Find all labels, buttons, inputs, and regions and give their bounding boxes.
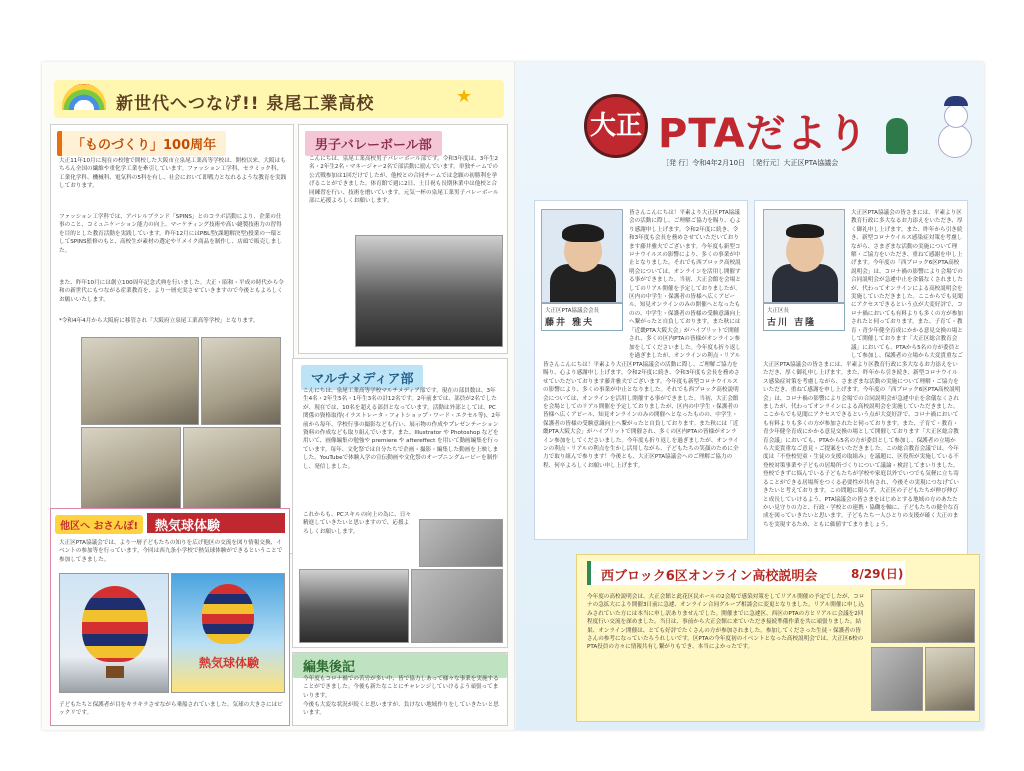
computer-screen-photo — [419, 519, 503, 567]
sewing-photo — [201, 337, 281, 425]
mayor-text-column: 大正区PTA協議会の皆さまには、平素より区教育行政に多大なるお力添えをいただき、厚く御礼申し上げます。また、昨年から引き続き、新型コロナウイルス感染症対策を考慮しながら、さまざまな活動の実施について理解・ご協力をいただき、重ねて感謝を申し上げます。今年度の「西ブロック6区PTA高校説明会」は、コロナ禍の影響により会場での合同説明会が急遽中止を余儀なくされましたが、代わってオンラインによる高校説明会を実施していただきました。ここからでも見聞にアクセスできるという点が大変好評で、コロナ禍においても有料よりも多くの方が参加されたと伺っております。また、子育て・教育・青少年健全育成にかかる意見交換の場として開催しております「大正区総合教育会議」においても、PTAから5名の方が委員として参加し、保護者の立場から大変貴重なご — [851, 210, 963, 359]
monozukuri-para1: 大正11年10月に現在の校地で開校した大阪市立泉尾工業高等学校は、開校以来、大阪はもちろん全国の繊維や重化学工業を牽引しています。ファッション工学科、セラミック科、工業化学科、機械科、電気科の5科を有し、社会において即戦力となれるような教育を実践しております。 — [59, 158, 287, 190]
multimedia-section — [292, 358, 508, 648]
chairman-role: 大正区PTA協議会会長 — [545, 308, 600, 314]
star-icon: ★ — [456, 86, 473, 107]
mayor-greeting — [754, 200, 968, 590]
volleyball-text: こんにちは、泉尾工業高校男子バレーボール部です。令和3年度は、3年生2名・2年生2名・マネージャー2名で部活動に励んでいます。単独チームでの公式戦参加は1回だけでしたが、他校との合同チームでは念願の初勝利を挙げることができました。体育館で週に2日、土日祝も長期休業中は他校と合同練習を行い、技術を磨いています。元気一杯の泉尾工業男子バレーボール部に応援よろしくお願いします。 — [309, 156, 499, 205]
filming-photo — [411, 569, 503, 643]
online-briefing-title: 西ブロック6区オンライン高校説明会 — [601, 569, 818, 584]
online-briefing-section — [576, 554, 980, 722]
chairman-text-column: 皆さんこんにちは！平素より大正区PTA協議会の活動に際し、ご理解ご協力を賜り、心より感謝申し上げます。令和2年度に続き、令和3年度も会長を務めさせていただいております藤井雅夫でございます。今年度も新型コロナウイルスの影響により、多くの事業が中止となりました。それでも西ブロック高校説明会については、オンラインを活用し開催する事ができました。当初、大正会館を会場としてのリアル開催を予定しておりましたが、区内の中学生・保護者の皆様へ広くアピール、知見オンラインのみの開催へとなったものの、中学生・保護者の皆様の受験意識向上へ繋がったと自負しております。また秋には「近畿PTA大阪大会」がハイブリットで開催され、多くの区内PTAの皆様がオンライン参加をしてくださいました。今年度も折り返しを過ぎましたが、オンラインの利点・リアル — [629, 210, 741, 359]
staff-photo — [925, 647, 975, 711]
mayor-photo — [763, 209, 845, 303]
mayor-text: 大正区PTA協議会の皆さまには、平素より区教育行政に多大なるお力添えをいただき、厚く御礼申し上げます。また、昨年から引き続き、新型コロナウイルス感染症対策を考慮しながら、さまざまな活動の実施について理解・ご協力をいただき、重ねて感謝を申し上げます。今年度の「西ブロック6区PTA高校説明会」は、コロナ禍の影響により会場での合同説明会が急遽中止を余儀なくされましたが、代わってオンラインによる高校説明会を実施していただきました。ここからでも見聞にアクセスできるという点が大変好評で、コロナ禍においても有料よりも多くの方が参加されたと伺っております。また、子育て・教育・青少年健全育成にかかる意見交換の場として開催しております「大正区総合教育会議」においても、PTAから5名の方が委員として参加し、保護者の立場から大変貴重なご意見・ご提案をいただきました。この総合教育会議では、今年度は「不登校児童・生徒の支援の取組み」を議題に、区役所が実施している不登校対策事業や子どもの居場所づくりについて議論・検討してまいりました。登校できずに悩んでいる子どもたちが学校や家庭以外でいつでも気軽に立ち寄ることができる居場所をつくる必要性が共有され、今後その実現につなげていきたいと考えております。この問題に限らず、大正区の子どもたちが伸び伸びと成長していけるよう、PTA協議会の皆さまをはじめとする地域の方のあたたかい見守りの力と、行政・学校との連携・協働を軸に、子どもたちの健全な育成を図っていきたいと思います。子どもたち一人ひとりの支援が確く大正のまちを実現するため、ともに価値すてまりましょう。 — [763, 362, 961, 528]
multimedia-label: マルチメディア部 — [301, 365, 423, 390]
laptop-photo — [871, 647, 923, 711]
chairman-greeting — [534, 200, 748, 540]
netsukikyu-label: 熱気球体験 — [147, 513, 285, 533]
online-briefing-date: 8/29(日) — [851, 567, 904, 581]
monozukuri-para2: ファッション工学科では、アパレルブランド「SPINS」とのコラボ活動により、企業の仕事のこと、コミュニケーション能力の向上、マーケティング技術や高い縫製技術力の習得を目的とした教育活動を実践しています。昨年12月にはPBL型(課題解決型)授業の一環としてSPINS監修のもと、高校生が素材の選定やリメイク商品を制作し、店頭で販売しました。 — [59, 214, 282, 254]
chairman-text: 皆さんこんにちは！平素より大正区PTA協議会の活動に際し、ご理解ご協力を賜り、心より感謝申し上げます。令和2年度に続き、令和3年度も会長を務めさせていただいております藤井雅夫でございます。今年度も新型コロナウイルスの影響により、多くの事業が中止となりました。それでも西ブロック高校説明会については、オンラインを活用し開催する事ができました。当初、大正会館を会場としてのリアル開催を予定しておりましたが、区内の中学生・保護者の皆様へ広くアピール、知見オンラインのみの開催へとなったものの、中学生・保護者の皆様の受験意識向上へ繋がったと自負しております。また秋には「近畿PTA大阪大会」がハイブリットで開催され、多くの区内PTAの皆様がオンライン参加をしてくださいました。今年度も折り返しを過ぎましたが、オンラインの利点・リアルの利点を生かし活用しながら、子どもたちの笑顔のために全力で取り組んで参ります！今後とも、大正区PTA協議会へのご理解ご協力の程、何卒よろしくお願い申し上げます。 — [543, 362, 740, 469]
balloon-basket-icon — [106, 666, 124, 678]
online-briefing-text: 今年度の高校説明会は、大正会館と此花区民ホールの2会場で感染対策をしてリアル開催の予定でしたが、コロナの急拡大により開催3日前に急遽、オンライン合同グループ相談会に変更となりました。リアル開催に申し込みされていた方には本当に申し訳ありませんでした。開催までに急遽区、西区のPTAの方とリアルに会議を2回程度行い交流を深めました。当日は、事前から大正会館に来ていただき接続準備作業を共に頑張りました。結果、オンライン開催は、とても好評でたくさんの方が参加されました。参加してくださった生徒・保護者の皆さんの参考になっていたらうれしいです。区PTAの今年度初のイベントとなった高校説明会では、大正区6校のPTA役員の方々に情報共有し繋がりもでき、本当によかったです。 — [587, 594, 865, 651]
multimedia-text2: これからも、PCスキルの向上の為に、日々精進していきたいと思いますので、応援よろしくお願いします。 — [303, 512, 411, 535]
mayor-role: 大正区長 — [767, 308, 790, 314]
snowman-icon — [926, 94, 978, 164]
product-photo — [183, 427, 281, 509]
briefing-room-photo — [871, 589, 975, 643]
monozukuri-label: 「ものづくり」100周年 — [57, 131, 226, 156]
monozukuri-para3: また、昨年10月には創立100周年記念式典を行いました。大正・昭和・平成の時代から令和の新世代にもつながる産業教育を、より一層充実させていきますので今後ともよろしくお願いいたします。 — [59, 280, 284, 303]
chairman-name: 藤井 雅夫 — [545, 318, 595, 328]
right-page — [516, 62, 984, 730]
henshu-text2: 今後も大変な状況が続くと思いますが、負けない地域作りをしていきたいと思います。 — [303, 702, 499, 717]
henshu-text: 今年度もコロナ禍での苦労が多い中、皆で協力しあって様々な事業を実施することができました。今後も新たなことにチャレンジしていけるよう頑張ってまいります。 — [303, 676, 499, 699]
mayor-nameplate — [763, 303, 845, 331]
henshu-label: 編集後記 — [293, 653, 507, 678]
monozukuri-section — [50, 124, 294, 554]
netsukikyu-caption: 子どもたちと保護者が目をキラキラさせながら乗船されていました。気球の大きさにはビックリです。 — [59, 702, 283, 717]
pta-logo: 大正 — [584, 94, 648, 158]
netsukikyu-section — [50, 508, 290, 726]
classroom-photo — [81, 337, 199, 425]
online-briefing-header — [587, 561, 905, 585]
netsukikyu-tag: 他区へ おさんぽ! — [55, 515, 143, 534]
balloon-poster — [171, 573, 285, 693]
volleyball-label: 男子バレーボール部 — [305, 131, 442, 156]
left-page — [42, 62, 516, 730]
balloon-photo — [59, 573, 169, 693]
school-header-title: 新世代へつなげ!! 泉尾工業高校 — [116, 94, 375, 114]
club-members-photo — [299, 569, 409, 643]
volleyball-section — [298, 124, 508, 354]
multimedia-text: こんにちは、泉尾工業高等学校マルチメディア部です。現在の部員数は、3年生4名・2年生5名・1年生3名の計12名です。2年前までは、部員が2名でしたが、現在では、10名を超える部員となっています。活動は外部としては、PC関係の資格取得(イラストレータ・フォトショップ・ワード・エクセル等)、2年前から毎年、学校行事の撮影なども行い、展示物の作成やプレゼンテーション資料の作成なども取り組んでいます。また、Illustrator や Photoshop などを用いて、画像編集の勉強や premiere や aftereffect を用いて動画編集を行っています。毎年、文化祭では自分たちで企画・撮影・編集した動画を上映しました。YouTubeで体験入学の宣伝動画や文化祭のオープニングムービーを制作し、発信しました。 — [303, 388, 501, 470]
monozukuri-note: *令和4年4月から大阪府に移管され「大阪府立泉尾工業高等学校」となります。 — [59, 318, 259, 324]
mayor-name: 古川 吉隆 — [767, 318, 817, 328]
henshu-section — [292, 652, 508, 726]
poster-balloon-icon — [202, 584, 254, 644]
workshop-photo — [81, 427, 181, 509]
child-illustration-icon — [886, 118, 908, 154]
chairman-photo — [541, 209, 623, 303]
issue-info: ［発 行］令和4年2月10日 ［発行元］大正区PTA協議会 — [662, 159, 839, 167]
hot-air-balloon-icon — [82, 586, 148, 662]
netsukikyu-text: 大正区PTA協議会では、より一層子どもたちの知りを広げ他区の交流を図り情報交換、イベントの参加等を行っています。今回は西九条小学校で熱気球体験ができるということで参加してきました。 — [59, 540, 283, 563]
school-header — [54, 80, 504, 118]
volleyball-team-photo — [355, 235, 503, 347]
poster-text: 熱気球体験 — [198, 656, 259, 670]
rainbow-icon — [62, 84, 106, 110]
pta-title: PTAだより — [658, 111, 869, 157]
chairman-nameplate — [541, 303, 623, 331]
newsletter-sheet — [42, 62, 984, 730]
